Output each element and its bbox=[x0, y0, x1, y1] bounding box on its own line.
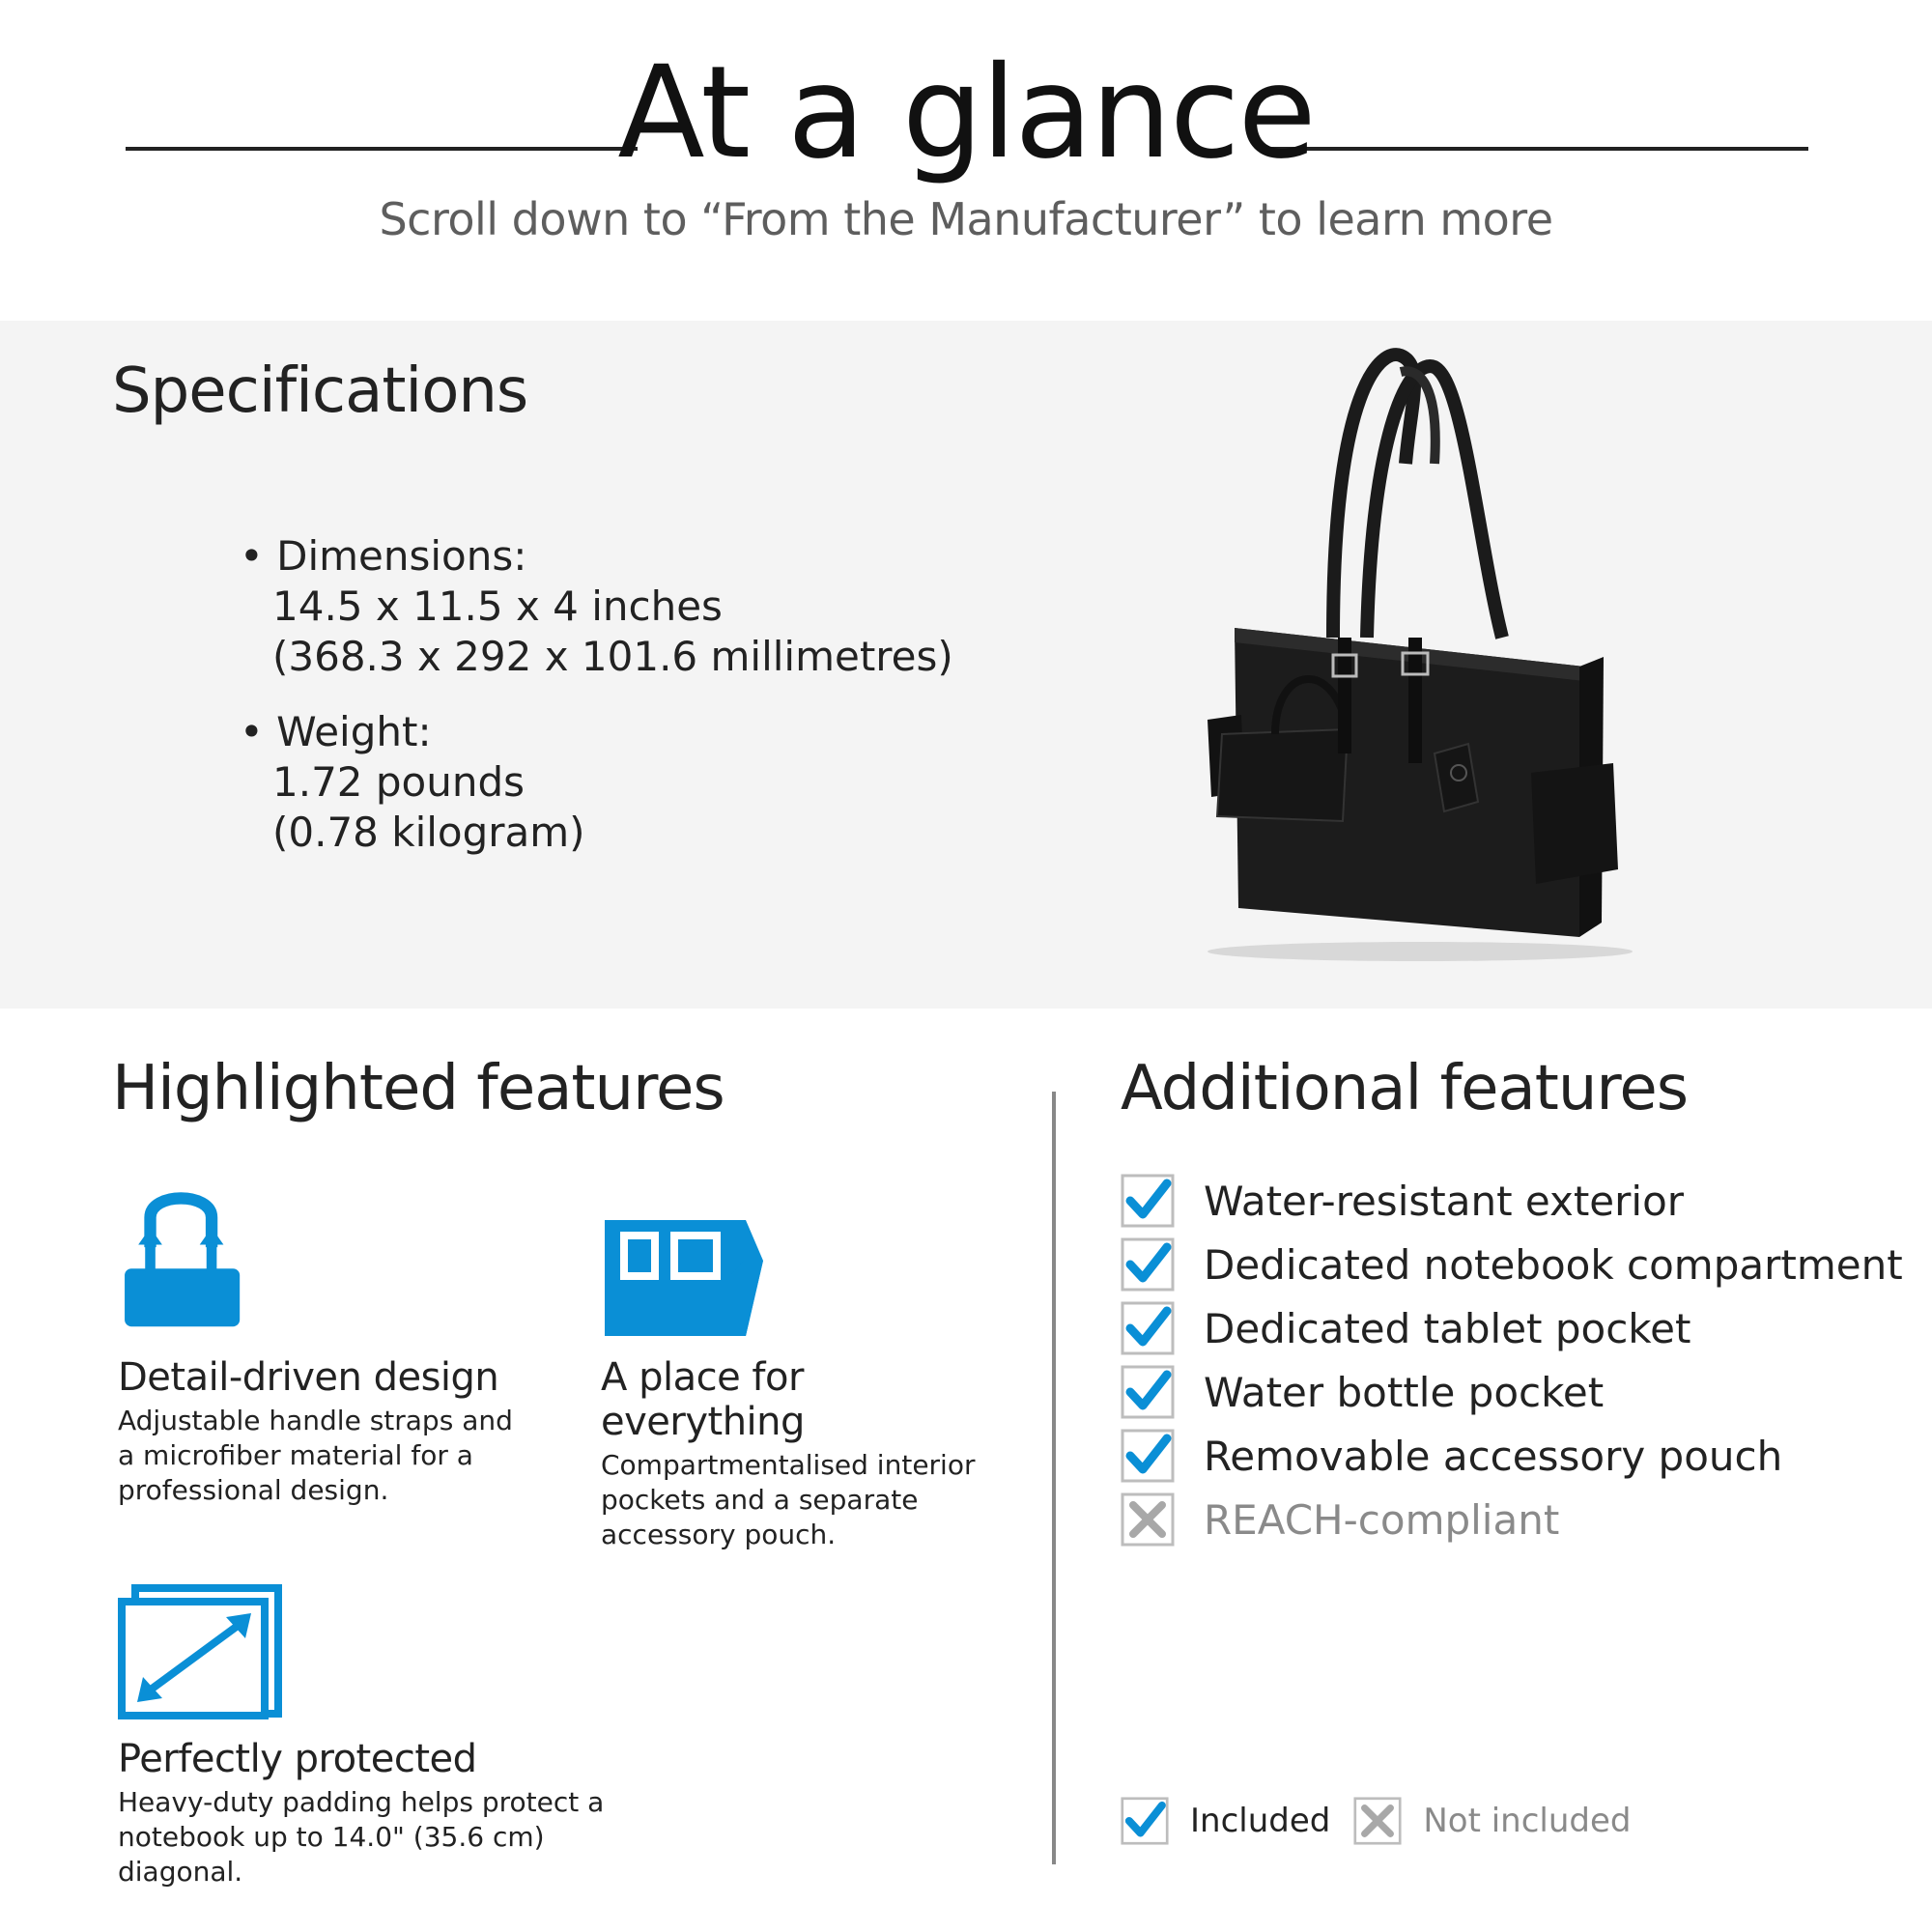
feature-label: REACH-compliant bbox=[1204, 1495, 1560, 1544]
spec-value: 1.72 pounds bbox=[272, 758, 526, 806]
feature-description bbox=[118, 1404, 524, 1508]
folder-pockets-icon bbox=[601, 1174, 765, 1338]
feature-desc-line: pockets and a separate bbox=[601, 1484, 919, 1516]
list-item bbox=[1121, 1360, 1903, 1424]
feature-label: Water-resistant exterior bbox=[1204, 1177, 1685, 1225]
checkmark-icon bbox=[1121, 1429, 1175, 1483]
spec-weight bbox=[240, 707, 585, 858]
feature-desc-line: a microfiber material for a bbox=[118, 1439, 473, 1471]
feature-label: Dedicated tablet pocket bbox=[1204, 1304, 1691, 1352]
list-item bbox=[1121, 1233, 1903, 1296]
legend-included-label: Included bbox=[1190, 1802, 1331, 1840]
additional-features-list bbox=[1121, 1169, 1903, 1551]
page-title: At a glance bbox=[617, 39, 1315, 187]
checkmark-icon bbox=[1121, 1301, 1175, 1355]
additional-features-heading: Additional features bbox=[1121, 1053, 1689, 1124]
feature-title: A place for everything bbox=[601, 1355, 805, 1444]
checkmark-icon bbox=[1121, 1237, 1175, 1292]
highlighted-features-heading: Highlighted features bbox=[112, 1053, 724, 1124]
feature-desc-line: Adjustable handle straps and bbox=[118, 1405, 513, 1436]
bag-handle-icon bbox=[118, 1174, 263, 1338]
legend-not-included-label: Not included bbox=[1423, 1802, 1632, 1840]
feature-desc-line: professional design. bbox=[118, 1474, 389, 1506]
feature-desc-line: notebook up to 14.0" (35.6 cm) diagonal. bbox=[118, 1821, 545, 1888]
list-item bbox=[1121, 1296, 1903, 1360]
feature-desc-line: Compartmentalised interior bbox=[601, 1449, 976, 1481]
spec-label: • Dimensions: bbox=[240, 532, 526, 580]
cross-icon bbox=[1353, 1797, 1402, 1845]
feature-perfectly-protected bbox=[118, 1584, 659, 1889]
feature-title: Perfectly protected bbox=[118, 1737, 477, 1781]
column-divider bbox=[1052, 1092, 1056, 1864]
spec-value: 14.5 x 11.5 x 4 inches bbox=[272, 582, 723, 630]
list-item bbox=[1121, 1424, 1903, 1488]
feature-label: Removable accessory pouch bbox=[1204, 1432, 1783, 1480]
feature-description bbox=[118, 1785, 659, 1889]
spec-value: (368.3 x 292 x 101.6 millimetres) bbox=[272, 633, 953, 680]
feature-label: Dedicated notebook compartment bbox=[1204, 1240, 1903, 1289]
feature-detail-driven-design bbox=[118, 1174, 524, 1508]
spec-label: • Weight: bbox=[240, 708, 432, 755]
specifications-heading: Specifications bbox=[112, 355, 528, 427]
page-subtitle: Scroll down to “From the Manufacturer” to learn more bbox=[379, 193, 1553, 245]
feature-desc-line: accessory pouch. bbox=[601, 1519, 837, 1550]
tote-bag-image bbox=[1188, 348, 1633, 966]
cross-icon bbox=[1121, 1492, 1175, 1547]
list-item bbox=[1121, 1488, 1903, 1551]
spec-dimensions bbox=[240, 531, 953, 682]
checkmark-icon bbox=[1121, 1797, 1169, 1845]
checkmark-icon bbox=[1121, 1174, 1175, 1228]
feature-desc-line: Heavy-duty padding helps protect a bbox=[118, 1786, 605, 1818]
feature-title: Detail-driven design bbox=[118, 1355, 499, 1400]
spec-value: (0.78 kilogram) bbox=[272, 809, 585, 856]
screen-resize-icon bbox=[118, 1584, 282, 1719]
feature-description bbox=[601, 1448, 1007, 1552]
feature-label: Water bottle pocket bbox=[1204, 1368, 1605, 1416]
feature-place-for-everything bbox=[601, 1174, 1007, 1552]
list-item bbox=[1121, 1169, 1903, 1233]
checkmark-icon bbox=[1121, 1365, 1175, 1419]
legend bbox=[1121, 1797, 1632, 1845]
